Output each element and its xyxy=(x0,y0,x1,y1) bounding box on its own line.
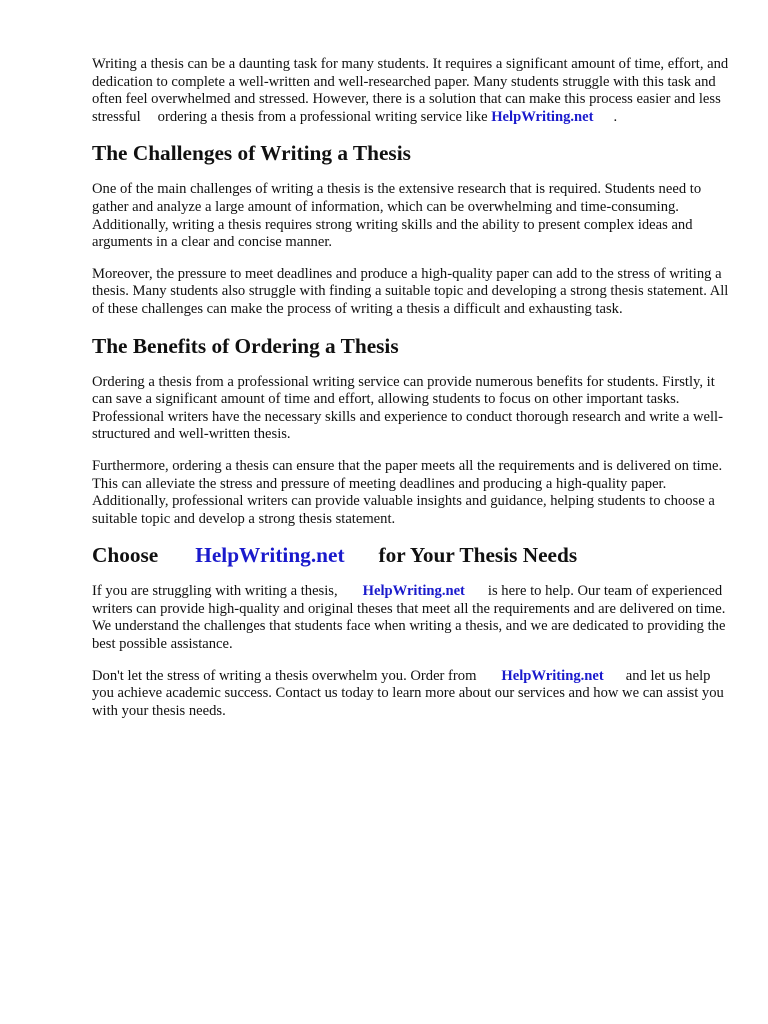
challenges-paragraph-1: One of the main challenges of writing a thesis is the extensive research that is required. Students need to gather and analyze a large amount of information, which can be overwhelming and time-consuming. Additionally, writing a thesis requires strong writing skills and the ability to present complex ideas and arguments in a clear and concise manner. xyxy=(92,181,702,251)
challenges-paragraph-2: Moreover, the pressure to meet deadlines and produce a high-quality paper can add to the stress of writing a thesis. Many students also struggle with finding a suitable topic and developing a strong thesis statement. All of these challenges can make the process of writing a thesis a difficult and exhausting task. xyxy=(92,265,729,317)
choose-p1-start: If you are struggling with writing a thesis, xyxy=(92,583,338,600)
choose-paragraph-1 xyxy=(92,583,732,653)
intro-text-continued: ordering a thesis from a professional writing service like xyxy=(157,108,488,125)
choose-p1-end: is here to help. Our team of experienced writers can provide high-quality and original theses that meet all the requirements and are delivered on time. We understand the challenges that students face when writing a thesis, and we are dedicated to providing the best possible assistance. xyxy=(92,583,726,653)
document-body xyxy=(92,56,732,734)
choose-p2-end: and let us help you achieve academic success. Contact us today to learn more about our services and how we can assist you with your thesis needs. xyxy=(92,667,724,719)
helpwriting-heading-link[interactable]: HelpWriting.net xyxy=(195,543,345,568)
choose-paragraph-2 xyxy=(92,668,732,721)
helpwriting-link-2[interactable]: HelpWriting.net xyxy=(362,583,465,600)
choose-heading-start: Choose xyxy=(92,543,159,568)
benefits-paragraph-1: Ordering a thesis from a professional writing service can provide numerous benefits for students. Firstly, it can save a significant amount of time and effort, allowing students to focus on other important tasks. Professional writers have the necessary skills and experience to conduct thorough research and write a well-structured and well-written thesis. xyxy=(92,373,723,443)
helpwriting-link[interactable]: HelpWriting.net xyxy=(491,108,594,125)
choose-heading-end: for Your Thesis Needs xyxy=(378,543,578,568)
intro-period: . xyxy=(613,108,618,125)
choose-heading xyxy=(92,542,732,568)
intro-text: Writing a thesis can be a daunting task for many students. It requires a significant amount of time, effort, and dedication to complete a well-written and well-researched paper. Many students struggle with this task and often feel overwhelmed and stressed. However, there is a solution that can make this process easier and less stressful xyxy=(92,56,729,125)
challenges-heading: The Challenges of Writing a Thesis xyxy=(92,141,411,166)
intro-paragraph xyxy=(92,56,732,126)
helpwriting-link-3[interactable]: HelpWriting.net xyxy=(501,667,604,684)
benefits-paragraph-2: Furthermore, ordering a thesis can ensure that the paper meets all the requirements and is delivered on time. This can alleviate the stress and pressure of meeting deadlines and producing a high-quality paper. Additionally, professional writers can provide valuable insights and guidance, helping students to choose a suitable topic and develop a strong thesis statement. xyxy=(92,457,723,527)
benefits-heading: The Benefits of Ordering a Thesis xyxy=(92,333,399,358)
choose-p2-start: Don't let the stress of writing a thesis overwhelm you. Order from xyxy=(92,667,477,684)
